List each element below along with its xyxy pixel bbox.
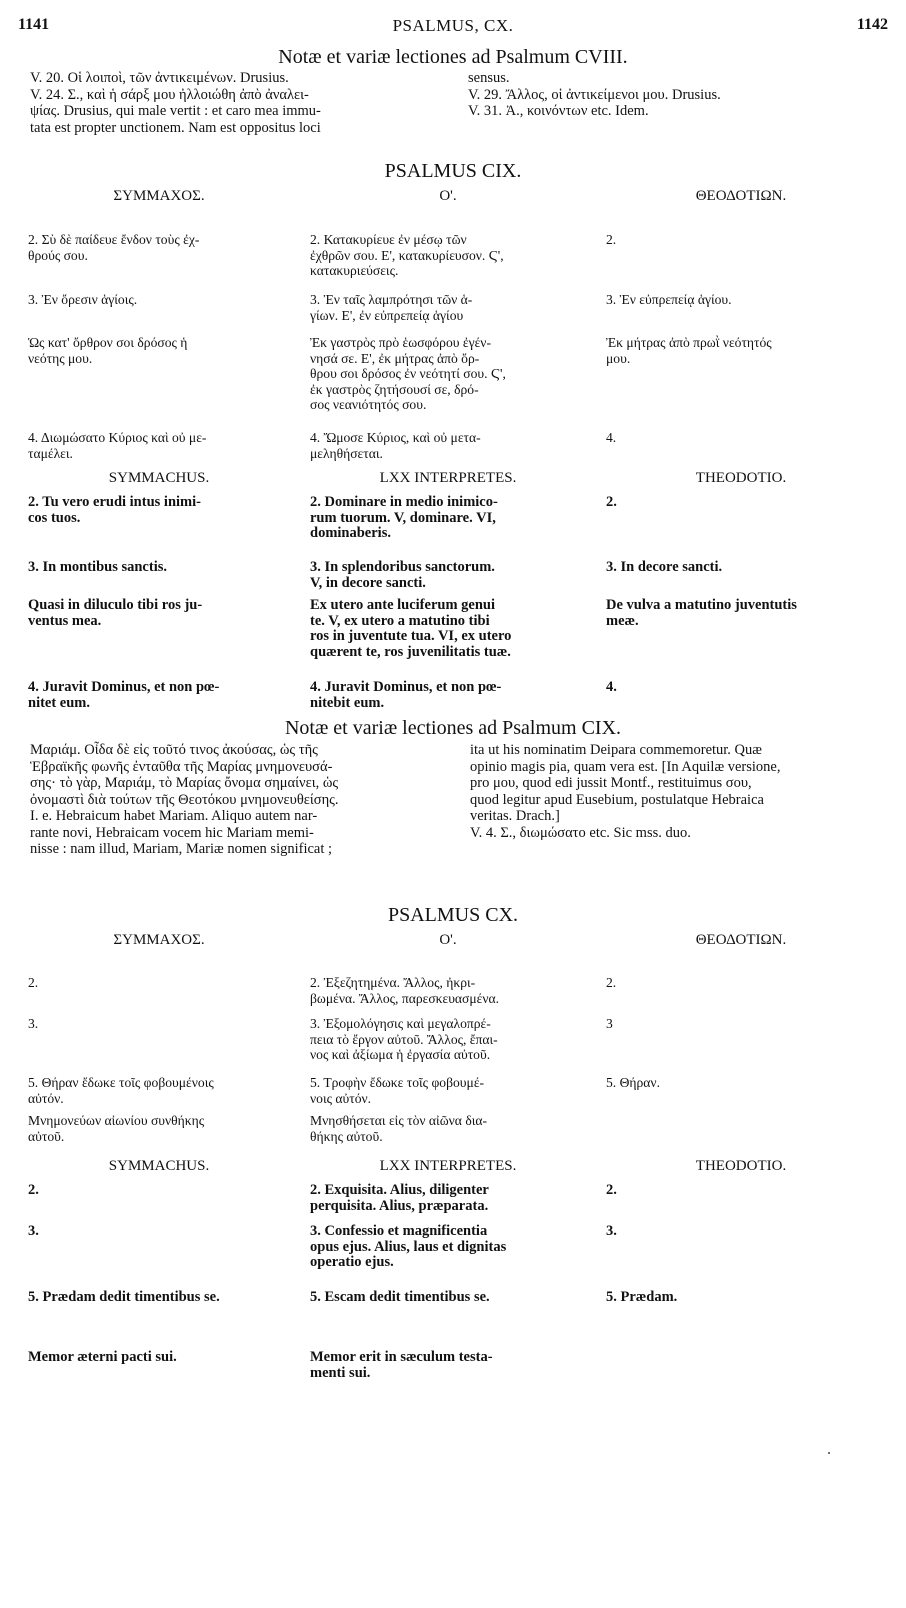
greek-verse-cell: 3. Ἐξομολόγησις καὶ μεγαλοπρέ- πεια τὸ ἔργον αὐτοῦ. Ἄλλος, ἔπαι- νος καὶ ἀξίωμα ἡ ἐργασία αὐτοῦ. [310, 1016, 498, 1063]
greek-verse-cell: 2. [606, 232, 617, 247]
notes-109-left-column: Μαριάμ. Οἶδα δὲ εἰς τοῦτό τινος ἀκούσας, ὡς τῆς Ἑβραϊκῆς φωνῆς ἐνταῦθα τῆς Μαρίας μνημονευσά- σης· τὸ γὰρ, Μαριάμ, τὸ Μαρίας ὄνομα σημαίνει, ὡς ὀνομαστὶ διὰ τούτων τῆς Θεοτόκου μνημονευθείσης. I. e. Hebraicum habet Mariam. Aliquo autem nar- rante novi, Hebraicam vocem hic Mariam memi- nisse : nam illud, Mariam, Mariæ nomen significat ; [30, 742, 339, 857]
latin-verse-cell: Ex utero ante luciferum genui te. V, ex utero a matutino tibi ros in juventute tua. VI, ex utero quærent te, ros juvenilitatis tuæ. [310, 597, 512, 660]
greek-verse-cell: 3. [28, 1016, 39, 1031]
psalm-110-title: PSALMUS CX. [387, 904, 519, 926]
latin-verse-cell: De vulva a matutino juventutis meæ. [606, 597, 797, 629]
greek-verse-cell: 2. Κατακυρίευε ἐν μέσῳ τῶν ἐχθρῶν σου. Ε', κατακυρίευσον. Ϛ', κατακυριεύσεις. [310, 232, 504, 279]
latin-verse-cell: 3. In montibus sanctis. [28, 559, 167, 575]
latin-column-heading: THEODOTIO. [695, 1158, 787, 1174]
page-number-left: 1141 [18, 16, 50, 33]
latin-verse-cell: 3. In splendoribus sanctorum. V, in decore sancti. [310, 559, 495, 591]
latin-verse-cell: 4. [606, 679, 617, 695]
running-header [18, 16, 888, 40]
latin-column-heading: LXX INTERPRETES. [379, 470, 517, 486]
greek-verse-cell: 3 [606, 1016, 613, 1031]
latin-verse-cell: Memor æterni pacti sui. [28, 1349, 177, 1365]
latin-verse-cell: 2. [28, 1182, 39, 1198]
greek-column-heading: Ο'. [439, 188, 457, 204]
greek-verse-cell: 4. Ὤμοσε Κύριος, καὶ οὐ μετα- μεληθήσεται. [310, 430, 481, 461]
latin-verse-cell: 2. [606, 494, 617, 510]
latin-verse-cell: 3. [606, 1223, 617, 1239]
latin-verse-cell: 5. Prædam. [606, 1289, 678, 1305]
greek-column-heading: ΘΕΟΔΟΤΙΩΝ. [695, 932, 787, 948]
greek-verse-cell: 5. Θήραν. [606, 1075, 660, 1090]
print-speck [828, 1452, 830, 1454]
latin-verse-cell: 3. Confessio et magnificentia opus ejus. Alius, laus et dignitas operatio ejus. [310, 1223, 507, 1271]
greek-verse-cell: 3. Ἐν ταῖς λαμπρότησι τῶν ἁ- γίων. Ε', ἐν εὐπρεπείᾳ ἁγίου [310, 292, 473, 323]
notes-109-title: Notæ et variæ lectiones ad Psalmum CIX. [284, 717, 622, 739]
latin-column-heading: THEODOTIO. [695, 470, 787, 486]
notes-108-title: Notæ et variæ lectiones ad Psalmum CVIII. [278, 46, 628, 68]
greek-verse-cell: 2. Ἐξεζητημένα. Ἄλλος, ἠκρι- βωμένα. Ἄλλος, παρεσκευασμένα. [310, 975, 500, 1006]
latin-column-heading: SYMMACHUS. [108, 470, 210, 486]
greek-verse-cell: Ἐκ γαστρὸς πρὸ ἑωσφόρου ἐγέν- νησά σε. Ε', ἐκ μήτρας ἀπὸ ὄρ- θρου σοι δρόσος ἐν νεότητί σου. Ϛ', ἐκ γαστρὸς ζητήσουσί σε, δρό- σος νεανιότητός σου. [310, 335, 506, 413]
latin-verse-cell: 4. Juravit Dominus, et non pœ- nitebit eum. [310, 679, 502, 711]
greek-verse-cell: 4. Διωμώσατο Κύριος καὶ οὐ με- ταμέλει. [28, 430, 207, 461]
greek-verse-cell: 2. [28, 975, 39, 990]
greek-column-heading: Ο'. [439, 932, 457, 948]
psalm-109-title: PSALMUS CIX. [384, 160, 522, 182]
latin-verse-cell: 2. Tu vero erudi intus inimi- cos tuos. [28, 494, 201, 526]
greek-column-heading: ΣΥΜΜΑΧΟΣ. [113, 188, 205, 204]
greek-verse-cell: Μνησθήσεται εἰς τὸν αἰῶνα δια- θήκης αὐτοῦ. [310, 1113, 488, 1144]
greek-verse-cell: 4. [606, 430, 617, 445]
latin-verse-cell: Memor erit in sæculum testa- menti sui. [310, 1349, 493, 1381]
latin-verse-cell: 5. Escam dedit timentibus se. [310, 1289, 490, 1305]
notes-108-right-column: sensus. V. 29. Ἄλλος, οἱ ἀντικείμενοι μου. Drusius. V. 31. Ἀ., κοινόντων etc. Idem. [468, 70, 721, 119]
greek-verse-cell: 5. Τροφὴν ἔδωκε τοῖς φοβουμέ- νοις αὐτόν. [310, 1075, 485, 1106]
notes-109-right-column: ita ut his nominatim Deipara commemoretur. Quæ opinio magis pia, quam vera est. [In Aquilæ versione, pro μου, quod edi jussit Montf., restituimus σου, quod legitur apud Eusebium, postulatque Hebraica veritas. Drach.] V. 4. Σ., διωμώσατο etc. Sic mss. duo. [470, 742, 781, 841]
running-title: PSALMUS, CX. [392, 16, 514, 35]
latin-column-heading: LXX INTERPRETES. [379, 1158, 517, 1174]
latin-verse-cell: 3. [28, 1223, 39, 1239]
greek-verse-cell: 2. [606, 975, 617, 990]
latin-verse-cell: Quasi in diluculo tibi ros ju- ventus mea. [28, 597, 203, 629]
latin-verse-cell: 2. Exquisita. Alius, diligenter perquisita. Alius, præparata. [310, 1182, 489, 1214]
greek-verse-cell: Ὡς κατ' ὄρθρον σοι δρόσος ἡ νεότης μου. [28, 335, 188, 366]
notes-108-left-column: V. 20. Οἱ λοιποὶ, τῶν ἀντικειμένων. Drusius. V. 24. Σ., καὶ ἡ σάρξ μου ἠλλοιώθη ἀπὸ ἀναλει- ψίας. Drusius, qui male vertit : et caro mea immu- tata est propter unctionem. Nam est oppositus loci [30, 70, 321, 136]
latin-verse-cell: 2. Dominare in medio inimico- rum tuorum. V, dominare. VI, dominaberis. [310, 494, 498, 542]
greek-verse-cell: 2. Σὺ δὲ παίδευε ἔνδον τοὺς ἐχ- θρούς σου. [28, 232, 200, 263]
latin-column-heading: SYMMACHUS. [108, 1158, 210, 1174]
page-number-right: 1142 [856, 16, 888, 33]
greek-column-heading: ΘΕΟΔΟΤΙΩΝ. [695, 188, 787, 204]
greek-verse-cell: 5. Θήραν ἔδωκε τοῖς φοβουμένοις αὐτόν. [28, 1075, 214, 1106]
greek-verse-cell: 3. Ἐν εὐπρεπείᾳ ἁγίου. [606, 292, 732, 307]
greek-verse-cell: Μνημονεύων αἰωνίου συνθήκης αὐτοῦ. [28, 1113, 205, 1144]
greek-verse-cell: 3. Ἐν ὄρεσιν ἁγίοις. [28, 292, 138, 307]
latin-verse-cell: 5. Prædam dedit timentibus se. [28, 1289, 220, 1305]
latin-verse-cell: 3. In decore sancti. [606, 559, 723, 575]
greek-verse-cell: Ἐκ μήτρας ἀπὸ πρωῒ νεότητός μου. [606, 335, 772, 366]
latin-verse-cell: 4. Juravit Dominus, et non pœ- nitet eum. [28, 679, 220, 711]
greek-column-heading: ΣΥΜΜΑΧΟΣ. [113, 932, 205, 948]
latin-verse-cell: 2. [606, 1182, 617, 1198]
